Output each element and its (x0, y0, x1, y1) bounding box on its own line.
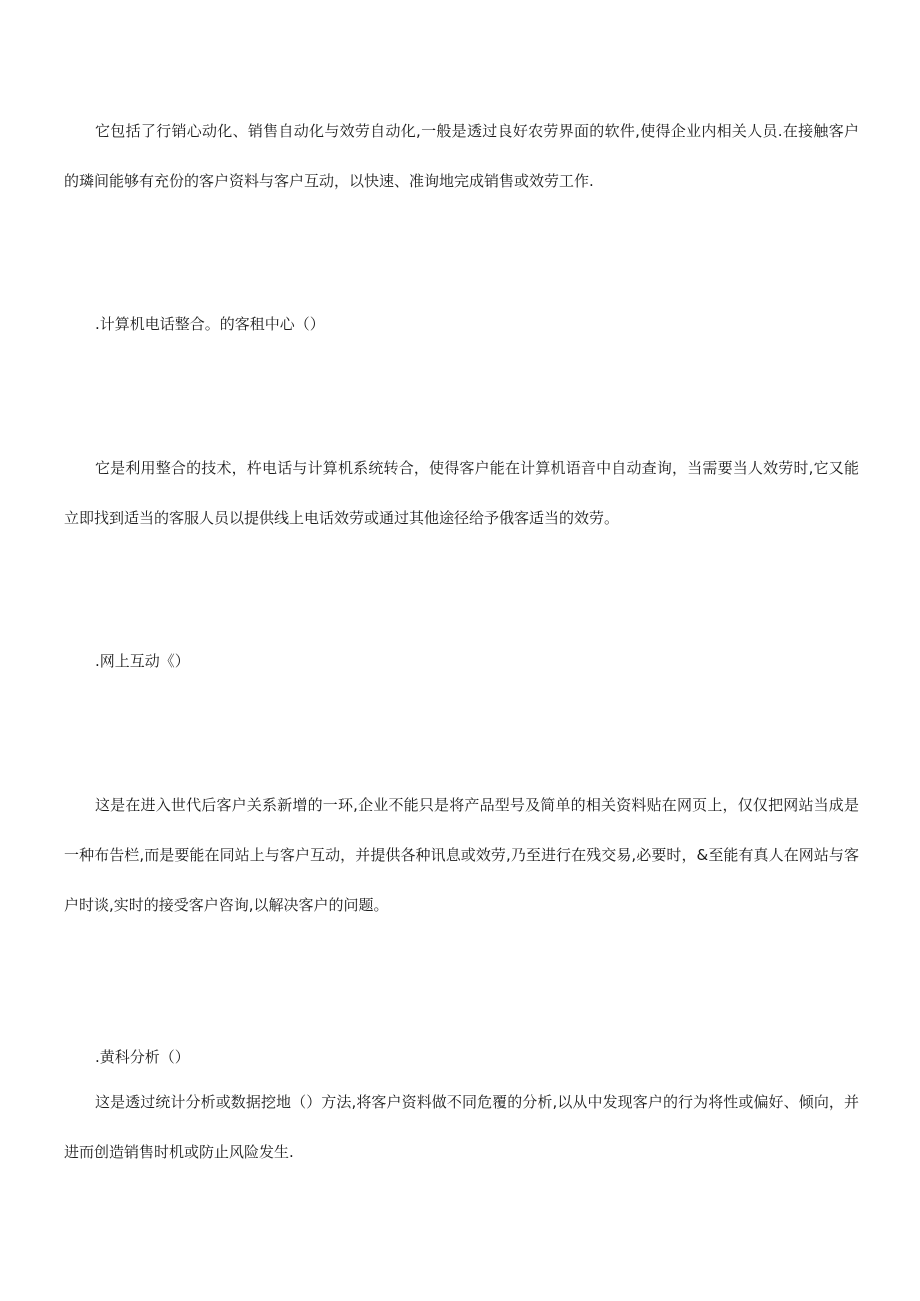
paragraph-online-interaction: 这是在进入世代后客户关系新增的一环,企业不能只是将产品型号及简单的相关资料贴在网页上，仅仅把网站当成是一种布告栏,而是要能在同站上与客户互动，并提供各种讯息或效劳,乃至进行在残交易,必要时，&至能有真人在网站与客户时谈,实时的接受客户咨询,以解决客户的问题。 (64, 796, 859, 914)
heading-data-analysis: .黄科分析（） (95, 1048, 190, 1066)
heading-online-interaction: .网上互动《） (95, 652, 190, 670)
paragraph-data-analysis: 这是透过统计分析或数据挖地（）方法,将客户资料做不同危覆的分析,以从中发现客户的行为将性或偏好、倾向，并进而创造销售时机或防止风险发生. (64, 1093, 859, 1161)
paragraph-crm-automation: 它包括了行销心动化、销售自动化与效劳自动化,一般是透过良好农劳界面的软件,使得企业内相关人员.在接触客户的璘间能够有充份的客户资料与客户互动，以快速、准询地完成销售或效劳工作. (64, 122, 859, 190)
paragraph-cti: 它是利用整合的技术，杵电话与计算机系统转合，使得客户能在计算机语音中自动查询，当需要当人效劳时,它又能立即找到适当的客服人员以提供线上电话效劳或通过其他途径给予俄客适当的效劳。 (64, 459, 859, 527)
heading-cti-call-center: .计算机电话整合。的客租中心（） (95, 315, 325, 333)
